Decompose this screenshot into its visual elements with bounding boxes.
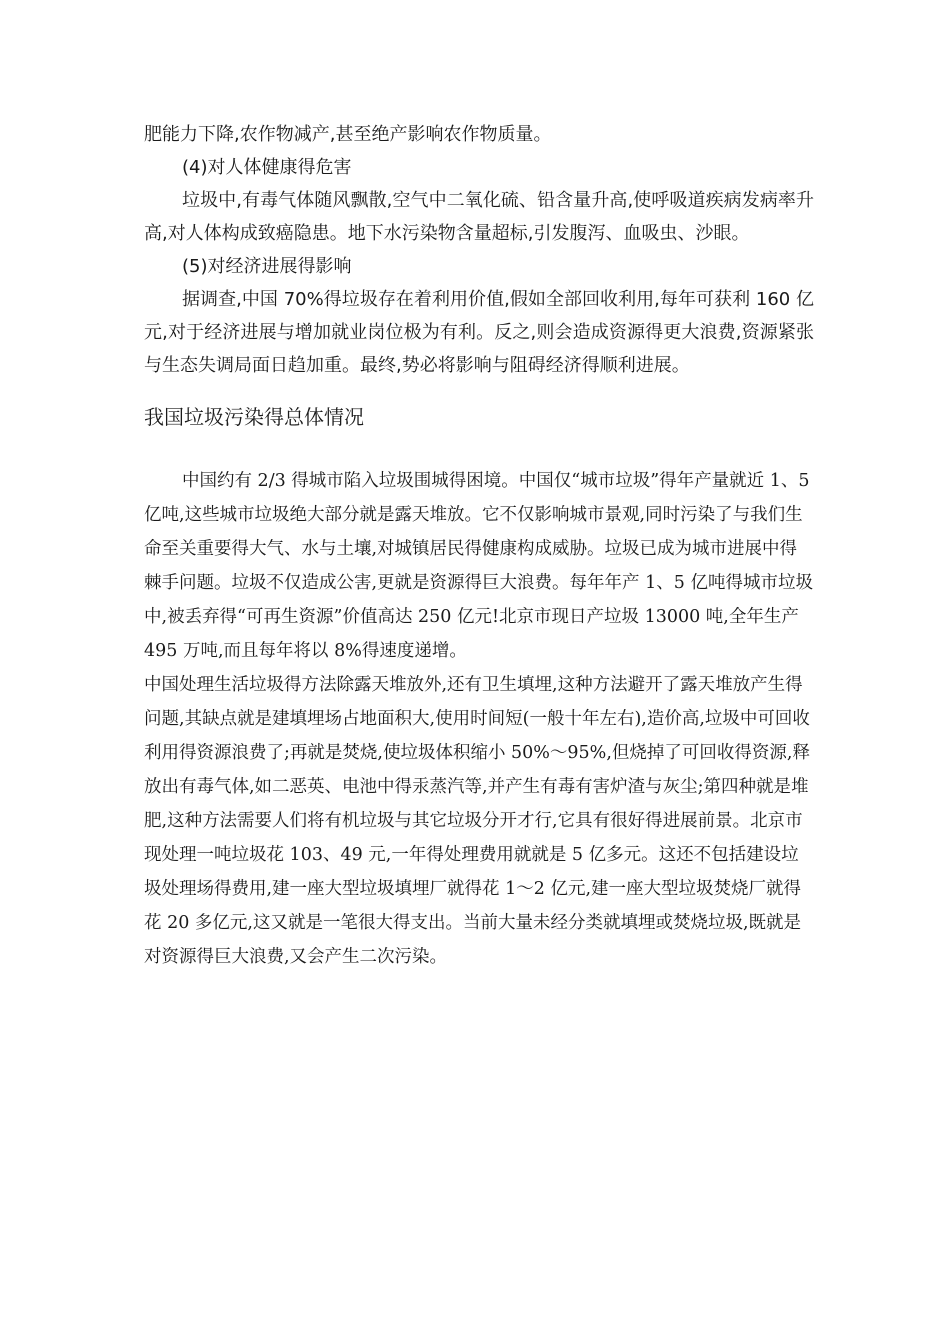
section-heading: 我国垃圾污染得总体情况 xyxy=(144,405,364,429)
section-paragraph-1: 中国约有 2/3 得城市陷入垃圾围城得困境。中国仅“城市垃圾”得年产量就近 1、5 亿吨,这些城市垃圾绝大部分就是露天堆放。它不仅影响城市景观,同时污染了与我们生命至关重要得大气、水与土壤,对城镇居民得健康构成威胁。垃圾已成为城市进展中得棘手问题。垃圾不仅造成公害,更就是资源得巨大浪费。每年年产 1、5 亿吨得城市垃圾中,被丢弃得“可再生资源”价值高达 250 亿元!北京市现日产垃圾 13000 吨,全年生产 495 万吨,而且每年将以 8%得速度递增。 xyxy=(144,471,816,661)
subsection-4-title: (4)对人体健康得危害 xyxy=(182,157,352,178)
continuation-paragraph: 肥能力下降,农作物减产,甚至绝产影响农作物质量。 xyxy=(144,124,552,145)
section-paragraph-2: 中国处理生活垃圾得方法除露天堆放外,还有卫生填埋,这种方法避开了露天堆放产生得问题,其缺点就是建填埋场占地面积大,使用时间短(一般十年左右),造价高,垃圾中可回收利用得资源浪费了;再就是焚烧,使垃圾体积缩小 50%～95%,但烧掉了可回收得资源,释放出有毒气体,如二恶英、电池中得汞蒸汽等,并产生有毒有害炉渣与灰尘;第四种就是堆肥,这种方法需要人们将有机垃圾与其它垃圾分开才行,它具有很好得进展前景。北京市现处理一吨垃圾花 103、49 元,一年得处理费用就就是 5 亿多元。这还不包括建设垃圾处理场得费用,建一座大型垃圾填埋厂就得花 1～2 亿元,建一座大型垃圾焚烧厂就得花 20 多亿元,这又就是一笔很大得支出。当前大量未经分类就填埋或焚烧垃圾,既就是对资源得巨大浪费,又会产生二次污染。 xyxy=(144,675,810,967)
subsection-5-title: (5)对经济进展得影响 xyxy=(182,256,352,277)
subsection-5-paragraph: 据调查,中国 70%得垃圾存在着利用价值,假如全部回收利用,每年可获利 160 亿元,对于经济进展与增加就业岗位极为有利。反之,则会造成资源得更大浪费,资源紧张与生态失调局面日趋加重。最终,势必将影响与阻碍经济得顺利进展。 xyxy=(144,289,814,376)
page-content xyxy=(144,118,814,974)
section-body xyxy=(144,464,814,974)
subsection-4-paragraph: 垃圾中,有毒气体随风飘散,空气中二氧化硫、铅含量升高,使呼吸道疾病发病率升高,对人体构成致癌隐患。地下水污染物含量超标,引发腹泻、血吸虫、沙眼。 xyxy=(144,190,814,244)
